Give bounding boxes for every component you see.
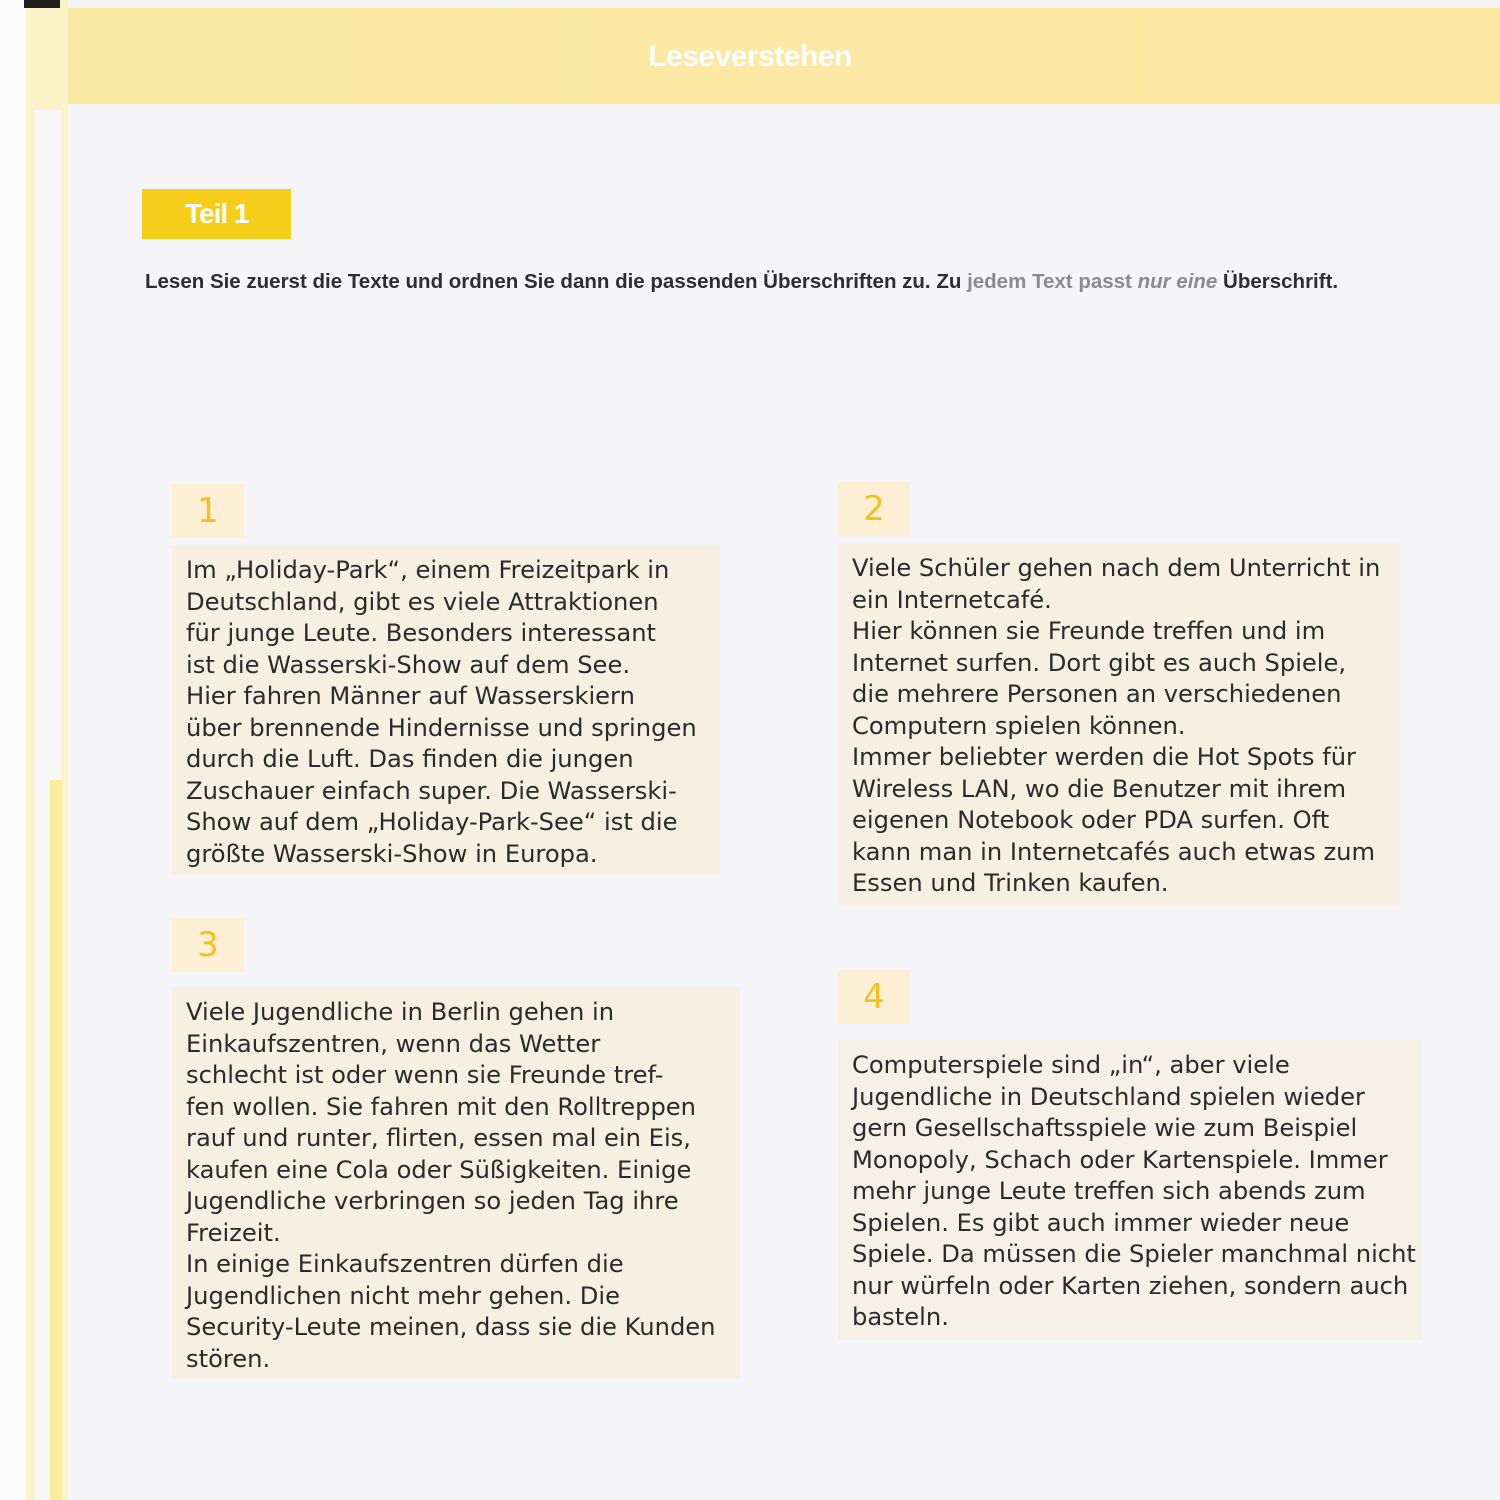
text-number-3: 3 — [172, 918, 244, 972]
text-line: über brennende Hindernisse und springen — [186, 713, 697, 742]
instruction-part-2: jedem Text passt — [967, 270, 1138, 293]
page-corner-mark — [24, 0, 60, 8]
text-line: Spiele. Da müssen die Spieler manchmal nicht — [852, 1240, 1416, 1268]
text-line: nur würfeln oder Karten ziehen, sondern auch — [852, 1271, 1409, 1300]
text-line: Hier fahren Männer auf Wasserskiern — [186, 682, 635, 710]
instruction-part-1: Lesen Sie zuerst die Texte und ordnen Sie dann die passenden Überschriften zu. Zu — [145, 270, 968, 293]
text-line: Security-Leute meinen, dass sie die Kunden — [186, 1313, 716, 1341]
text-line: eigenen Notebook oder PDA surfen. Oft — [852, 806, 1330, 834]
text-line: ein Internetcafé. — [852, 585, 1052, 614]
text-line: stören. — [186, 1344, 271, 1373]
text-line: Viele Schüler gehen nach dem Unterricht in — [852, 554, 1381, 582]
text-line: gern Gesellschaftsspiele wie zum Beispiel — [852, 1114, 1358, 1142]
text-line: durch die Luft. Das finden die jungen — [186, 745, 634, 773]
text-line: Viele Jugendliche in Berlin gehen in — [186, 998, 615, 1026]
text-line: die mehrere Personen an verschiedenen — [852, 680, 1342, 708]
text-line: Computern spielen können. — [852, 711, 1186, 740]
text-line: Jugendlichen nicht mehr gehen. Die — [186, 1281, 620, 1310]
text-number-2: 2 — [838, 482, 910, 536]
instruction-emphasis: nur eine — [1137, 270, 1218, 293]
text-line: basteln. — [852, 1303, 949, 1331]
text-line: Spielen. Es gibt auch immer wieder neue — [852, 1208, 1350, 1237]
text-line: Essen und Trinken kaufen. — [852, 869, 1169, 897]
text-line: kann man in Internetcafés auch etwas zum — [852, 837, 1376, 866]
page-left-margin — [0, 0, 26, 1500]
text-line: kaufen eine Cola oder Süßigkeiten. Einige — [186, 1155, 692, 1184]
text-line: Einkaufszentren, wenn das Wetter — [186, 1029, 601, 1058]
text-line: mehr junge Leute treffen sich abends zum — [852, 1177, 1366, 1205]
text-line: Immer beliebter werden die Hot Spots für — [852, 743, 1356, 771]
text-line: Computerspiele sind „in“, aber viele — [852, 1051, 1290, 1079]
text-block-2 — [838, 543, 1400, 905]
text-number-4: 4 — [838, 970, 910, 1024]
text-line: ist die Wasserski-Show auf dem See. — [186, 650, 631, 679]
text-line: größte Wasserski-Show in Europa. — [186, 839, 598, 868]
text-block-3 — [172, 987, 740, 1379]
text-line: fen wollen. Sie fahren mit den Rolltreppen — [186, 1092, 697, 1121]
instruction-part-4: Überschrift. — [1217, 270, 1339, 293]
page-title: Leseverstehen — [648, 40, 852, 73]
text-line: für junge Leute. Besonders interessant — [186, 619, 657, 647]
text-line: Jugendliche verbringen so jeden Tag ihre — [186, 1187, 679, 1215]
text-line: In einige Einkaufszentren dürfen die — [186, 1250, 624, 1278]
text-line: Monopoly, Schach oder Kartenspiele. Immer — [852, 1145, 1388, 1174]
text-number-1: 1 — [172, 484, 244, 538]
text-line: Wireless LAN, wo die Benutzer mit ihrem — [852, 774, 1347, 803]
text-line: Hier können sie Freunde treffen und im — [852, 617, 1326, 645]
text-block-4 — [838, 1040, 1422, 1340]
page-binding-line — [50, 780, 62, 1500]
text-line: Deutschland, gibt es viele Attraktionen — [186, 587, 659, 616]
text-line: Jugendliche in Deutschland spielen wieder — [852, 1082, 1365, 1111]
text-line: schlecht ist oder wenn sie Freunde tref- — [186, 1061, 664, 1089]
text-line: Freizeit. — [186, 1218, 281, 1247]
text-line: Internet surfen. Dort gibt es auch Spiele, — [852, 648, 1347, 677]
instruction-text — [145, 270, 1465, 294]
text-line: Show auf dem „Holiday-Park-See“ ist die — [186, 808, 678, 836]
text-line: Zuschauer einfach super. Die Wasserski- — [186, 776, 677, 805]
text-line: Im „Holiday-Park“, einem Freizeitpark in — [186, 556, 670, 584]
text-block-1 — [172, 545, 720, 875]
section-badge: Teil 1 — [142, 189, 291, 239]
text-line: rauf und runter, flirten, essen mal ein Eis, — [186, 1124, 691, 1152]
